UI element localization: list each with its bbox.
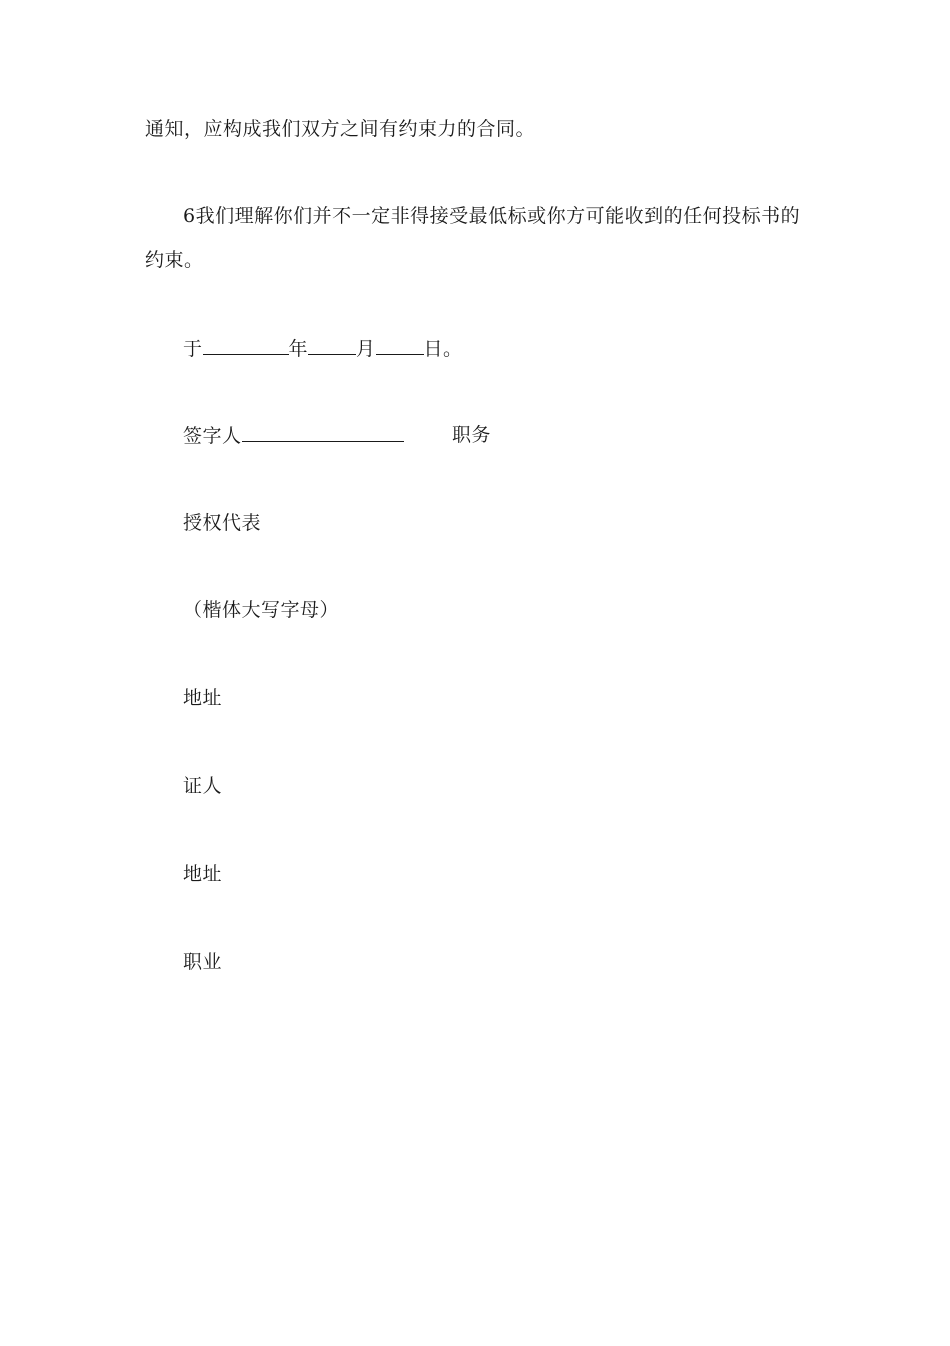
block-letters-note: （楷体大写字母） [183, 599, 340, 621]
signer-blank[interactable] [242, 423, 404, 442]
year-blank[interactable] [203, 336, 289, 355]
day-blank[interactable] [376, 336, 424, 355]
month-blank[interactable] [308, 336, 356, 355]
position-label: 职务 [452, 424, 492, 446]
month-label: 月 [356, 338, 376, 360]
year-label: 年 [288, 338, 309, 360]
witness-label: 证人 [183, 775, 223, 797]
clause-6-line-2: 约束。 [145, 249, 204, 271]
signer-label: 签字人 [183, 425, 242, 447]
address-label-2: 地址 [183, 863, 223, 885]
date-line [183, 336, 463, 361]
occupation-label: 职业 [183, 951, 223, 973]
notice-line: 通知，应构成我们双方之间有约束力的合同。 [145, 118, 536, 140]
signature-line [183, 423, 404, 448]
date-prefix: 于 [183, 338, 203, 360]
address-label-1: 地址 [183, 687, 223, 709]
day-label: 日。 [423, 338, 463, 360]
clause-6-line-1: 6我们理解你们并不一定非得接受最低标或你方可能收到的任何投标书的 [183, 205, 801, 227]
authorized-rep-label: 授权代表 [183, 512, 262, 534]
